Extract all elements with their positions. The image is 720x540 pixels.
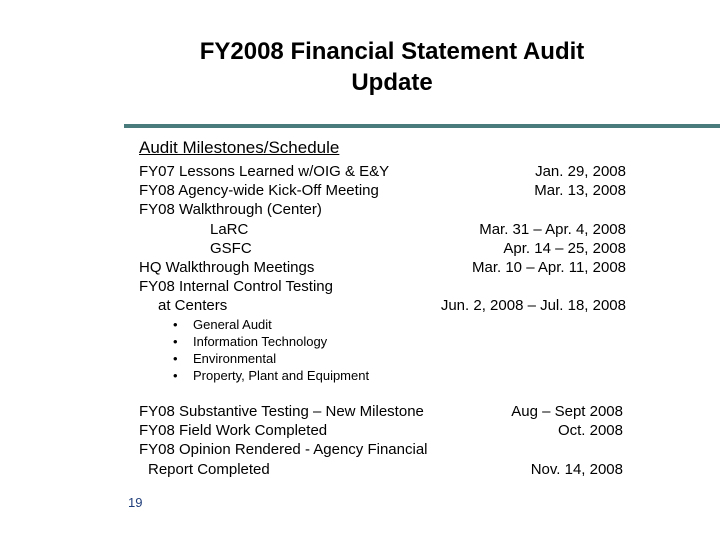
list-item-label: General Audit [193,317,272,332]
title-divider [124,124,720,128]
title-line-2: Update [351,69,433,96]
milestone-label: FY08 Opinion Rendered - Agency Financial [139,441,428,458]
list-item [173,367,369,384]
title-line-1: FY2008 Financial Statement Audit [199,38,585,65]
milestone-date: Aug – Sept 2008 [511,403,623,420]
testing-areas-list [173,316,369,384]
bullet-icon: • [173,368,178,383]
milestone-date: Oct. 2008 [557,422,623,439]
bullet-icon: • [173,317,178,332]
milestone-date: Jun. 2, 2008 – Jul. 18, 2008 [440,297,626,314]
section-heading: Audit Milestones/Schedule [139,138,340,157]
milestone-date: Apr. 14 – 25, 2008 [503,240,626,257]
list-item [173,316,369,333]
milestone-date: Mar. 31 – Apr. 4, 2008 [479,221,626,238]
slide-title [60,36,720,98]
milestone-label: at Centers [158,297,228,314]
milestone-date: Mar. 10 – Apr. 11, 2008 [472,259,626,276]
bullet-icon: • [173,334,178,349]
milestone-label: FY08 Field Work Completed [139,422,328,439]
list-item-label: Property, Plant and Equipment [193,368,370,383]
milestone-label: FY08 Walkthrough (Center) [139,201,322,218]
list-item-label: Information Technology [193,334,328,349]
milestone-label: FY08 Substantive Testing – New Milestone [139,403,424,420]
list-item [173,333,369,350]
bullet-icon: • [173,351,178,366]
milestone-label: HQ Walkthrough Meetings [139,259,315,276]
milestone-label: FY08 Internal Control Testing [139,278,333,295]
list-item-label: Environmental [193,351,277,366]
milestone-label: Report Completed [148,461,270,478]
milestone-label: FY08 Agency-wide Kick-Off Meeting [139,182,379,199]
milestone-date: Mar. 13, 2008 [534,182,626,199]
milestone-date: Nov. 14, 2008 [530,461,623,478]
milestone-label: FY07 Lessons Learned w/OIG & E&Y [139,163,390,180]
milestone-date: Jan. 29, 2008 [535,163,626,180]
list-item [173,350,369,367]
milestone-label: GSFC [210,240,252,257]
milestone-label: LaRC [210,221,249,238]
page-number: 19 [128,495,143,510]
